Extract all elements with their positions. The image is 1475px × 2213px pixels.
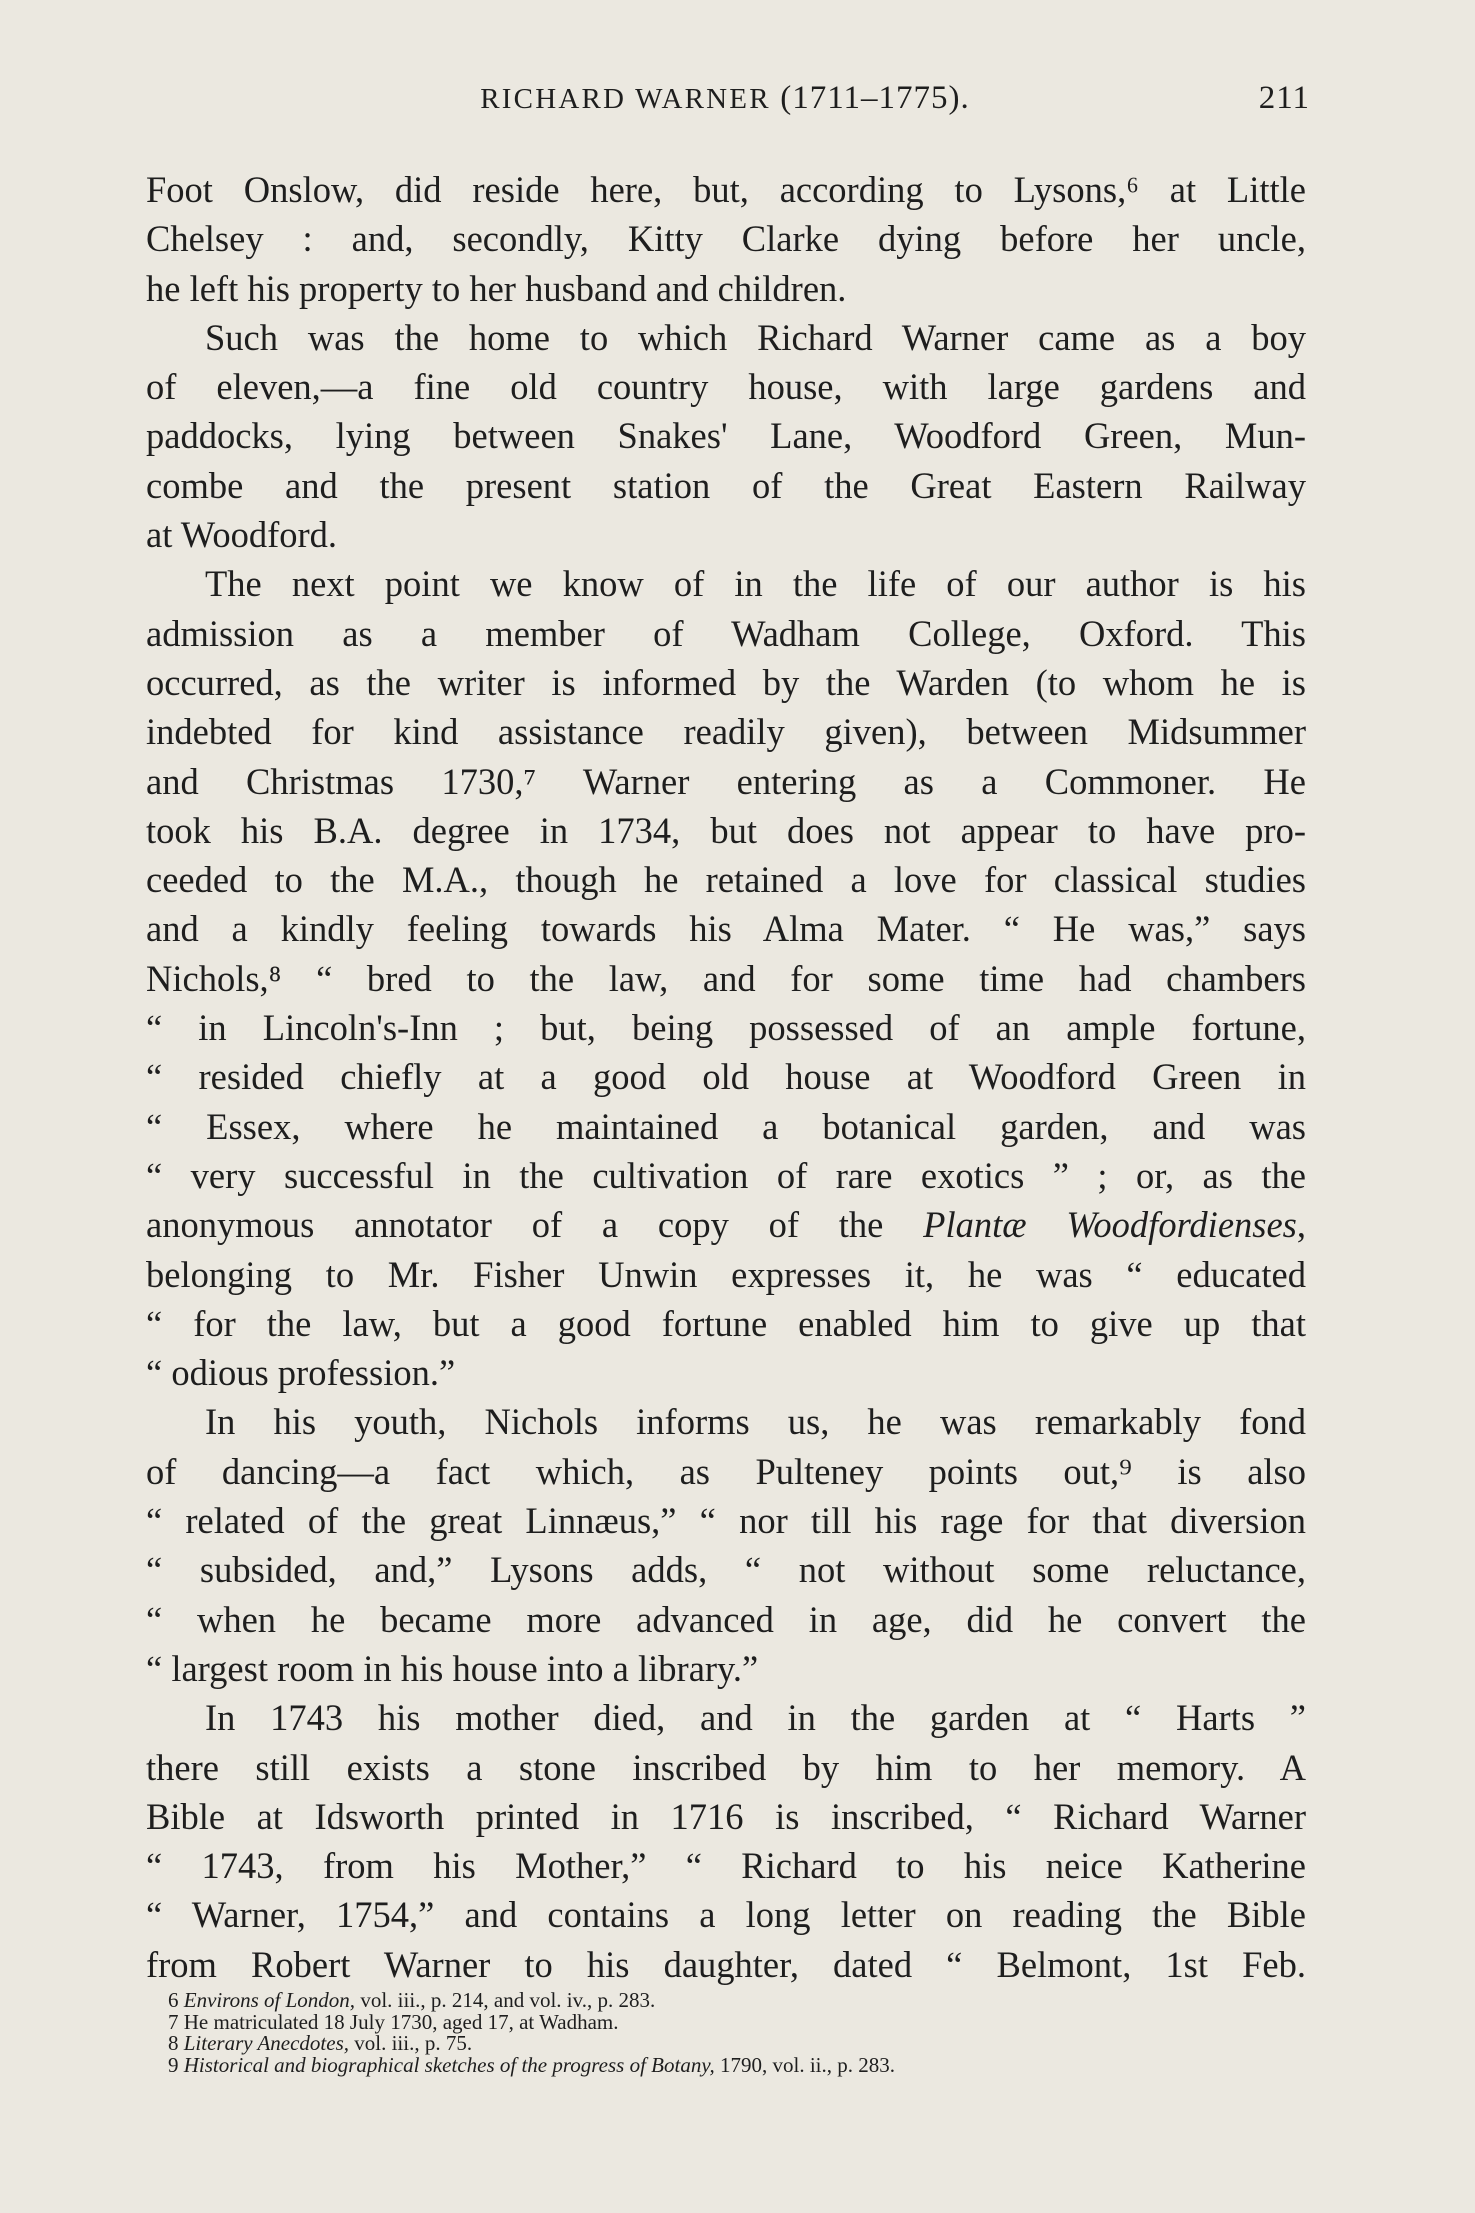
text-line: occurred, as the writer is informed by the Warden (to whom he is	[146, 661, 1306, 703]
page-number: 211	[1258, 80, 1310, 116]
text-line: of eleven,—a fine old country house, with large gardens and	[146, 366, 1306, 408]
text-line: In 1743 his mother died, and in the garden at “ Harts ”	[205, 1697, 1306, 1739]
running-title-years: (1711–1775).	[780, 80, 970, 116]
text-line: “ subsided, and,” Lysons adds, “ not without some reluctance,	[146, 1549, 1306, 1591]
running-title-name: RICHARD WARNER	[480, 83, 771, 115]
footnote-title: Historical and biographical sketches of the progress of Botany,	[183, 2052, 715, 2077]
text-line: Such was the home to which Richard Warner came as a boy	[205, 316, 1306, 358]
footnote-title: Environs of London,	[183, 1988, 356, 2012]
footnote	[168, 2052, 1308, 2077]
text-line: Foot Onslow, did reside here, but, according to Lysons,⁶ at Little	[146, 169, 1306, 210]
text-line: “ 1743, from his Mother,” “ Richard to his neice Katherine	[146, 1845, 1306, 1887]
footnote-number: 7	[168, 2009, 184, 2034]
text-line: In his youth, Nichols informs us, he was remarkably fond	[205, 1401, 1306, 1443]
running-head	[140, 80, 1310, 130]
text-line: The next point we know of in the life of our author is his	[205, 563, 1306, 605]
body-text	[146, 165, 1306, 1989]
footnote-number: 9	[168, 2052, 184, 2077]
footnote-text: vol. iii., p. 75.	[349, 2031, 473, 2055]
footnote-title: Literary Anecdotes,	[183, 2031, 350, 2055]
text-line: “ Warner, 1754,” and contains a long letter on reading the Bible	[146, 1894, 1306, 1936]
footnote	[168, 2009, 1308, 2034]
text-line: combe and the present station of the Great Eastern Railway	[146, 464, 1306, 506]
text-line: at Woodford.	[146, 514, 338, 556]
text-line: and Christmas 1730,⁷ Warner entering as a Commoner. He	[146, 760, 1306, 802]
footnote-number: 6	[168, 1988, 184, 2012]
text-line: he left his property to her husband and children.	[146, 267, 847, 309]
text-line: from Robert Warner to his daughter, dated “ Belmont, 1st Feb.	[146, 1943, 1306, 1985]
text-line: there still exists a stone inscribed by him to her memory. A	[146, 1746, 1306, 1788]
text-line: “ Essex, where he maintained a botanical garden, and was	[146, 1105, 1306, 1147]
text-line: ceeded to the M.A., though he retained a love for classical studies	[146, 859, 1306, 901]
text-line: Nichols,⁸ “ bred to the law, and for some time had chambers	[146, 957, 1306, 999]
text-line: took his B.A. degree in 1734, but does not appear to have pro-	[146, 809, 1306, 851]
text-line: “ odious profession.”	[146, 1352, 456, 1394]
text-line: admission as a member of Wadham College, Oxford. This	[146, 612, 1306, 654]
footnote	[168, 1990, 1308, 2012]
running-title	[140, 80, 1310, 117]
text-line: “ very successful in the cultivation of rare exotics ” ; or, as the	[146, 1154, 1306, 1196]
text-line: “ when he became more advanced in age, did he convert the	[146, 1598, 1306, 1640]
text-line: and a kindly feeling towards his Alma Mater. “ He was,” says	[146, 908, 1306, 950]
text-line: belonging to Mr. Fisher Unwin expresses it, he was “ educated	[146, 1253, 1306, 1295]
text-line: “ related of the great Linnæus,” “ nor till his rage for that diversion	[146, 1500, 1306, 1542]
text-line: “ largest room in his house into a library.”	[146, 1647, 759, 1689]
text-line: of dancing—a fact which, as Pulteney points out,⁹ is also	[146, 1450, 1306, 1492]
text-line: “ for the law, but a good fortune enabled him to give up that	[146, 1302, 1306, 1344]
text-line: “ resided chiefly at a good old house at Woodford Green in	[146, 1056, 1306, 1098]
footnote-text: 1790, vol. ii., p. 283.	[714, 2052, 895, 2077]
footnote-text: vol. iii., p. 214, and vol. iv., p. 283.	[355, 1988, 656, 2012]
text-line: Bible at Idsworth printed in 1716 is inscribed, “ Richard Warner	[146, 1795, 1306, 1837]
footnote	[168, 2033, 1308, 2055]
footnote-text: He matriculated 18 July 1730, aged 17, at Wadham.	[183, 2009, 619, 2034]
text-line: indebted for kind assistance readily given), between Midsummer	[146, 711, 1306, 753]
text-line: Chelsey : and, secondly, Kitty Clarke dying before her uncle,	[146, 218, 1306, 260]
text-line: “ in Lincoln's-Inn ; but, being possessed of an ample fortune,	[146, 1007, 1306, 1049]
text-line: anonymous annotator of a copy of the Plantæ Woodfordienses,	[146, 1204, 1306, 1246]
footnote-number: 8	[168, 2031, 184, 2055]
text-line: paddocks, lying between Snakes' Lane, Woodford Green, Mun-	[146, 415, 1306, 457]
footnotes	[168, 1990, 1308, 2076]
